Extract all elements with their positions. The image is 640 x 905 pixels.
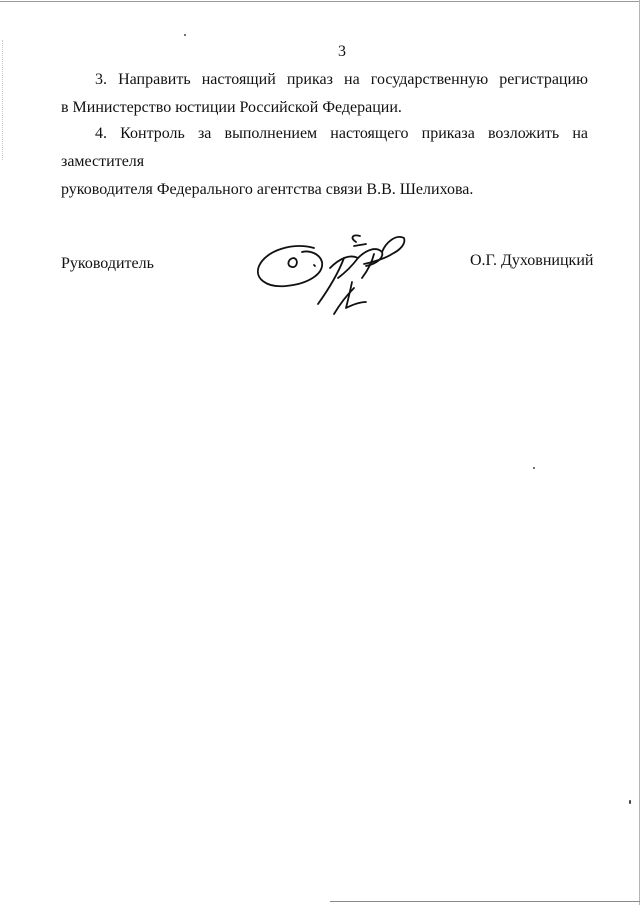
- scan-speck: [533, 467, 535, 469]
- paragraph-4: [61, 120, 588, 204]
- signer-name: О.Г. Духовницкий: [470, 252, 594, 269]
- paragraph-line: 3. Направить настоящий приказ на государственную регистрацию: [95, 71, 588, 88]
- paragraph-line: 4. Контроль за выполнением настоящего приказа возложить на заместителя: [61, 125, 588, 170]
- scan-speck: [184, 34, 186, 36]
- scan-speck: [629, 800, 631, 804]
- page-number: 3: [338, 43, 346, 60]
- paragraph-line: руководителя Федерального агентства связи В.В. Шелихова.: [61, 181, 474, 198]
- paragraph-3: [61, 66, 588, 122]
- scan-edge-top: [0, 1, 640, 2]
- signatory-position: Руководитель: [61, 255, 154, 272]
- paragraph-line: в Министерство юстиции Российской Федерации.: [61, 99, 402, 116]
- scan-edge-bottom: [330, 901, 640, 902]
- handwritten-signature: [254, 228, 414, 320]
